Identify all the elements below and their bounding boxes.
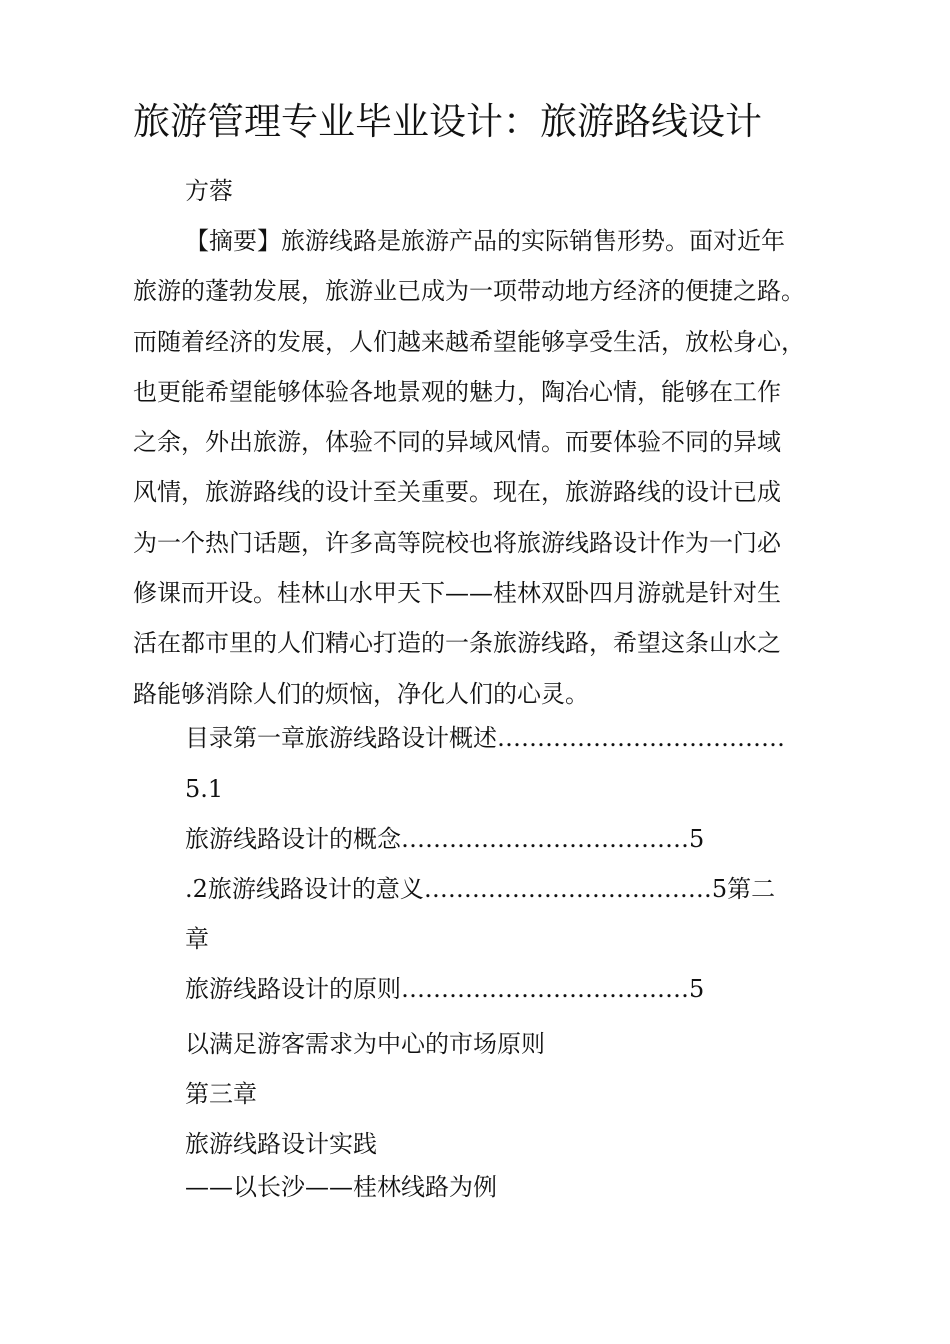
toc-line: 旅游线路设计的原则………………………………5	[185, 975, 705, 1003]
toc-line: 目录第一章旅游线路设计概述………………………………	[185, 724, 785, 752]
abstract-line: 路能够消除人们的烦恼，净化人们的心灵。	[133, 679, 589, 708]
abstract-line: 修课而开设。桂林山水甲天下——桂林双卧四月游就是针对生	[133, 579, 781, 608]
toc-line: ——以长沙——桂林线路为例	[185, 1173, 497, 1201]
abstract-paragraph	[133, 224, 805, 727]
abstract-line: 【摘要】旅游线路是旅游产品的实际销售形势。面对近年	[185, 227, 785, 255]
abstract-line: 旅游的蓬勃发展，旅游业已成为一项带动地方经济的便捷之路。	[133, 277, 805, 306]
toc-line: .2旅游线路设计的意义………………………………5第二	[185, 875, 776, 903]
abstract-line: 活在都市里的人们精心打造的一条旅游线路，希望这条山水之	[133, 629, 781, 658]
author-name: 方蓉	[185, 177, 233, 205]
toc-line: 5.1	[185, 775, 224, 803]
abstract-line: 风情，旅游路线的设计至关重要。现在，旅游路线的设计已成	[133, 478, 781, 507]
toc-line: 第三章	[185, 1080, 257, 1108]
abstract-line: 之余，外出旅游，体验不同的异域风情。而要体验不同的异域	[133, 428, 781, 457]
toc-line: 旅游线路设计实践	[185, 1130, 377, 1158]
toc-line: 章	[185, 925, 209, 953]
document-title: 旅游管理专业毕业设计：旅游路线设计	[133, 100, 762, 143]
toc-line: 旅游线路设计的概念………………………………5	[185, 825, 705, 853]
toc-line: 以满足游客需求为中心的市场原则	[185, 1030, 545, 1058]
abstract-line: 而随着经济的发展，人们越来越希望能够享受生活，放松身心，	[133, 327, 805, 356]
abstract-line: 也更能希望能够体验各地景观的魅力，陶冶心情，能够在工作	[133, 377, 781, 406]
abstract-line: 为一个热门话题，许多高等院校也将旅游线路设计作为一门必	[133, 528, 781, 557]
